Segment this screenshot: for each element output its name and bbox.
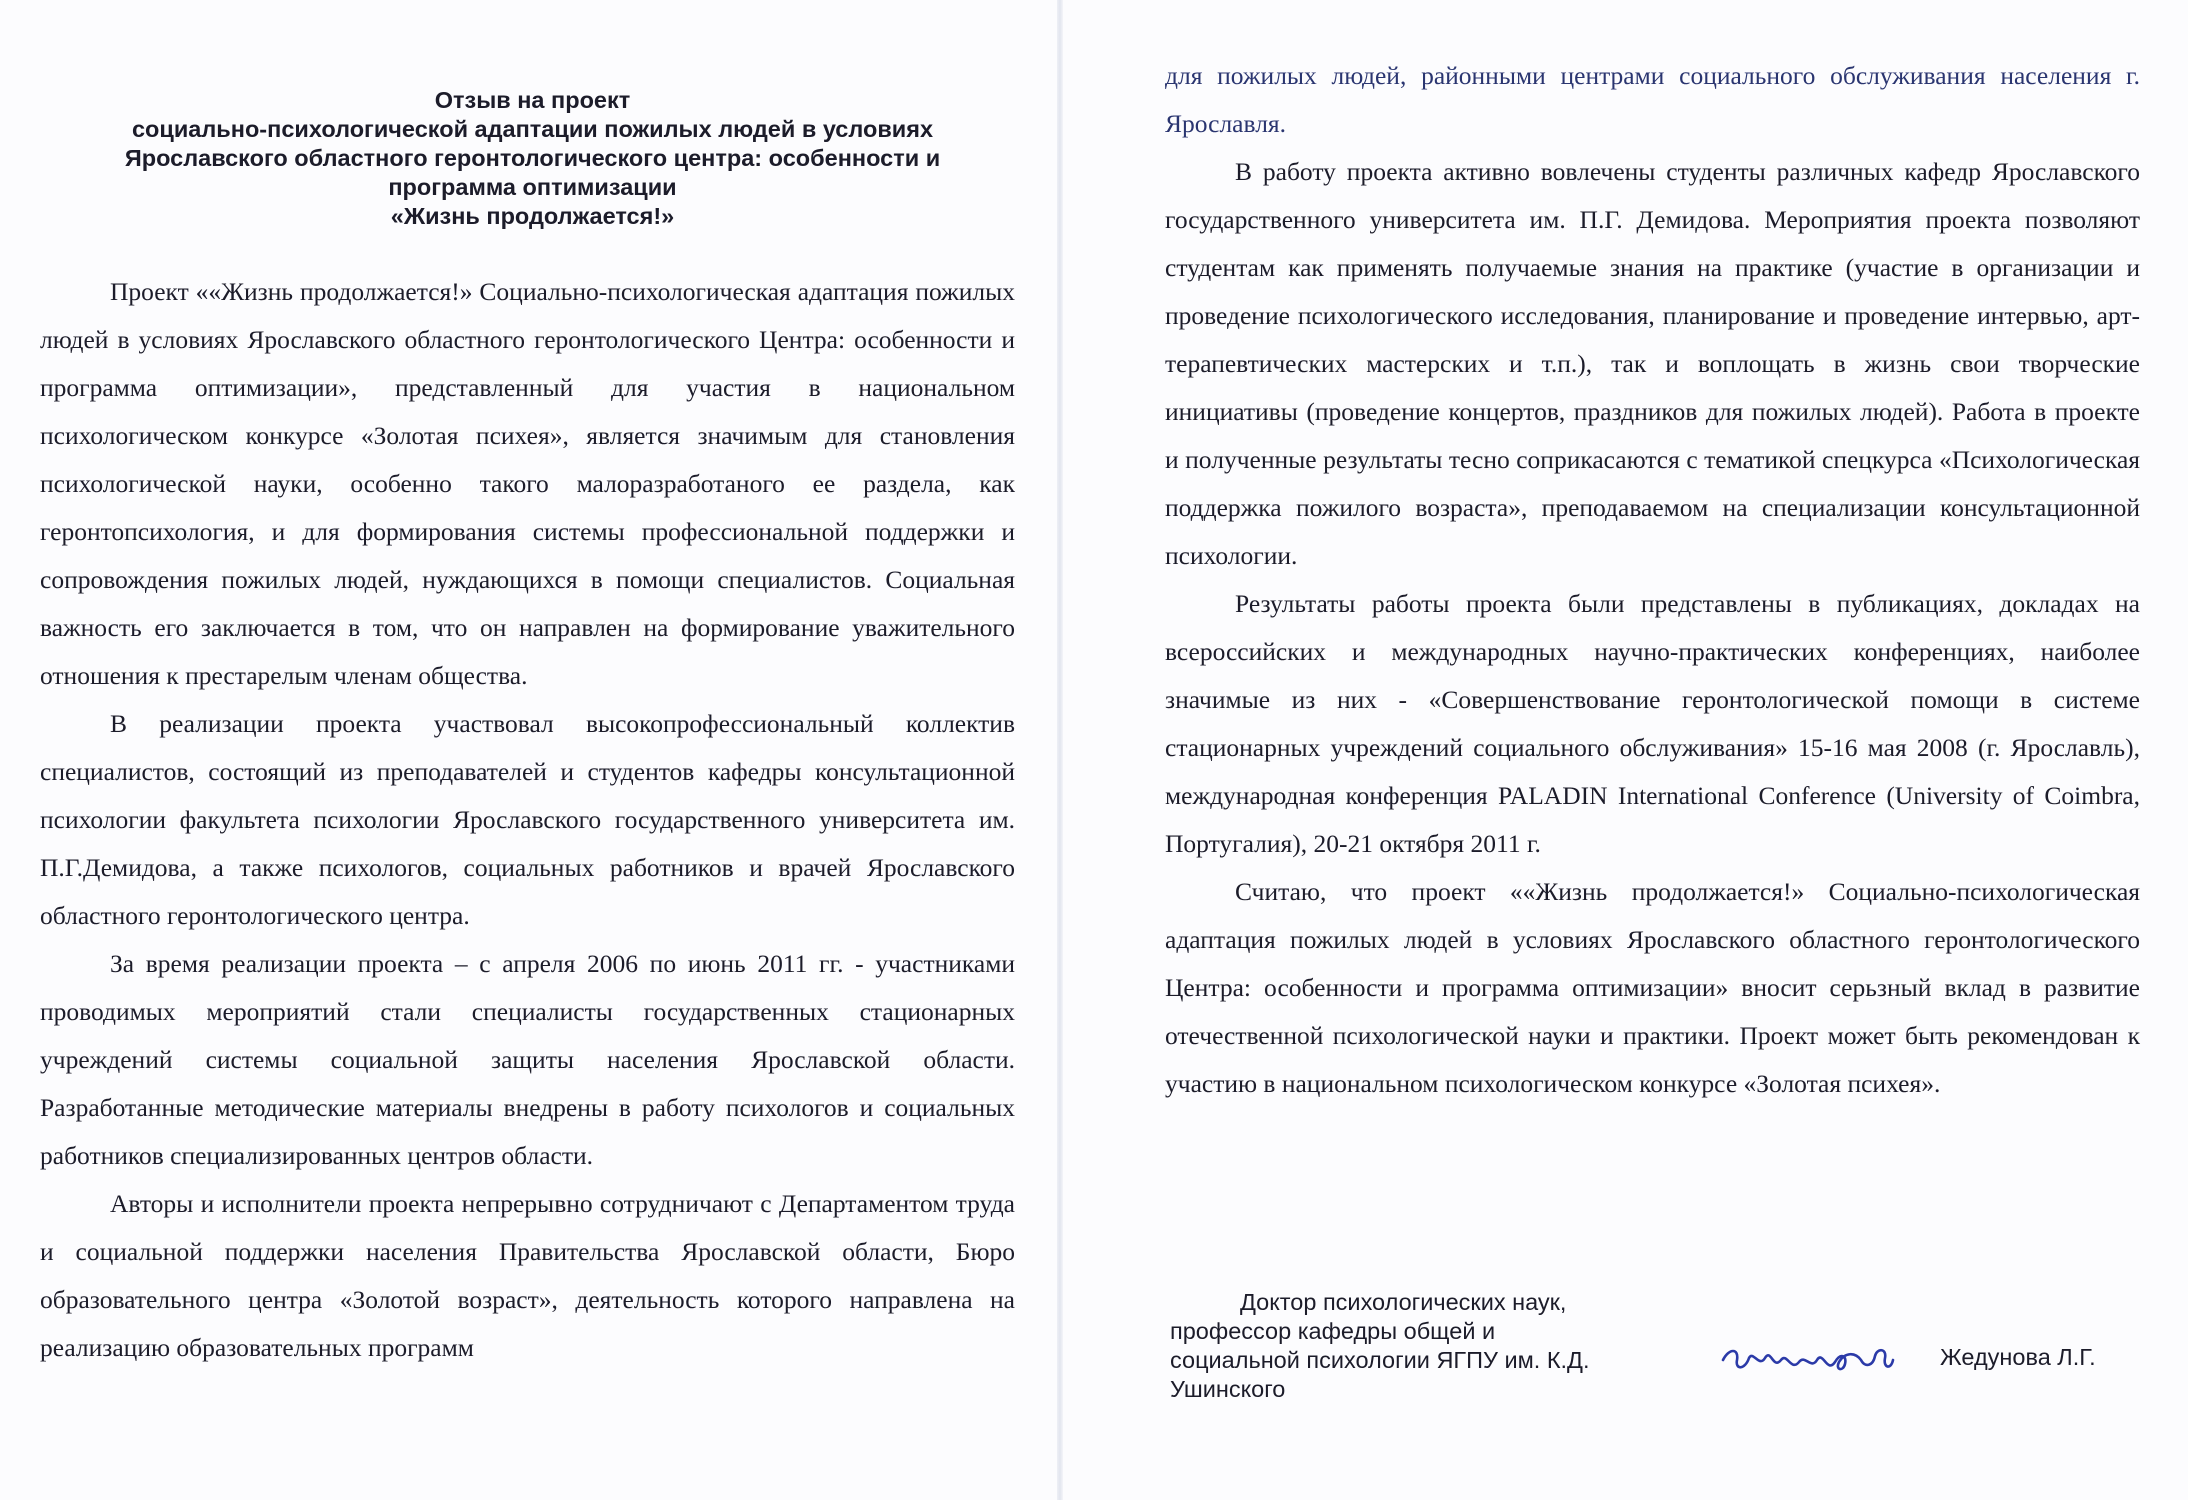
left-column-text (40, 268, 1015, 1372)
right-column-text (1165, 52, 2140, 1108)
paragraph-project-team: В реализации проекта участвовал высокопрофессиональный коллектив специалистов, состоящий из преподавателей и студентов кафедры консультационной психологии факультета психологии Ярославского государственного университета им. П.Г.Демидова, а также психологов, социальных работников и врачей Ярославского областного геронтологического центра. (40, 709, 1015, 930)
heading-line-5: «Жизнь продолжается!» (390, 203, 675, 229)
paragraph-conclusion: Считаю, что проект ««Жизнь продолжается!» Социально-психологическая адаптация пожилых людей в условиях Ярославского областного геронтологического Центра: особенности и программа оптимизации» вносит серьзный вклад в развитие отечественной психологической науки и практики. Проект может быть рекомендован к участию в национальном психологическом конкурсе «Золотая психея». (1165, 877, 2140, 1098)
heading-line-2: социально-психологической адаптации пожилых людей в условиях (131, 116, 934, 142)
signatory-title (1170, 1288, 1660, 1404)
document-heading (40, 86, 1025, 231)
handwritten-signature (1715, 1330, 1895, 1380)
page-fold (1057, 0, 1063, 1500)
paragraph-publications: Результаты работы проекта были представлены в публикациях, докладах на всероссийских и международных научно-практических конференциях, наиболее значимые из них - «Совершенствование геронтологической помощи в системе стационарных учреждений социального обслуживания» 15-16 мая 2008 (г. Ярославль), международная конференция PALADIN International Conference (University of Coimbra, Португалия), 20-21 октября 2011 г. (1165, 589, 2140, 858)
heading-line-4: программа оптимизации (388, 174, 677, 200)
paragraph-project-partners: Авторы и исполнители проекта непрерывно сотрудничают с Департаментом труда и социальной поддержки населения Правительства Ярославской области, Бюро образовательного центра «Золотой возраст», деятельность которого направлена на реализацию образовательных программ (40, 1189, 1015, 1362)
signatory-title-line-2: профессор кафедры общей и (1170, 1318, 1496, 1344)
signatory-title-line-4: Ушинского (1170, 1376, 1286, 1402)
signatory-name: Жедунова Л.Г. (1940, 1344, 2096, 1370)
signatory-title-line-3: социальной психологии ЯГПУ им. К.Д. (1170, 1347, 1590, 1373)
heading-line-1: Отзыв на проект (434, 87, 631, 113)
paragraph-project-significance: Проект ««Жизнь продолжается!» Социально-психологическая адаптация пожилых людей в условиях Ярославского областного геронтологического Центра: особенности и программа оптимизации», представленный для участия в национальном психологическом конкурсе «Золотая психея», является значимым для становления психологической науки, особенно такого малоразработаного ее раздела, как геронтопсихология, и для формирования системы профессиональной поддержки и сопровождения пожилых людей, нуждающихся в помощи специалистов. Социальная важность его заключается в том, что он направлен на формирование уважительного отношения к престарелым членам общества. (40, 277, 1015, 690)
heading-line-3: Ярославского областного геронтологического центра: особенности и (124, 145, 941, 171)
signatory-title-line-1: Доктор психологических наук, (1240, 1289, 1567, 1315)
paragraph-students-involvement: В работу проекта активно вовлечены студенты различных кафедр Ярославского государственного университета им. П.Г. Демидова. Мероприятия проекта позволяют студентам как применять получаемые знания на практике (участие в организации и проведение психологического исследования, планирование и проведение интервью, арт-терапевтических мастерских и т.п.), так и воплощать в жизнь свои творческие инициативы (проведение концертов, праздников для пожилых людей). Работа в проекте и полученные результаты тесно соприкасаются с тематикой спецкурса «Психологическая поддержка пожилого возраста», преподаваемом на специализации консультационной психологии. (1165, 157, 2140, 570)
paragraph-project-timeline: За время реализации проекта – с апреля 2006 по июнь 2011 гг. - участниками проводимых мероприятий стали специалисты государственных стационарных учреждений системы социальной защиты населения Ярославской области. Разработанные методические материалы внедрены в работу психологов и социальных работников специализированных центров области. (40, 949, 1015, 1170)
paragraph-partners-continued: для пожилых людей, районными центрами социального обслуживания населения г. Ярославля. (1165, 61, 2140, 138)
